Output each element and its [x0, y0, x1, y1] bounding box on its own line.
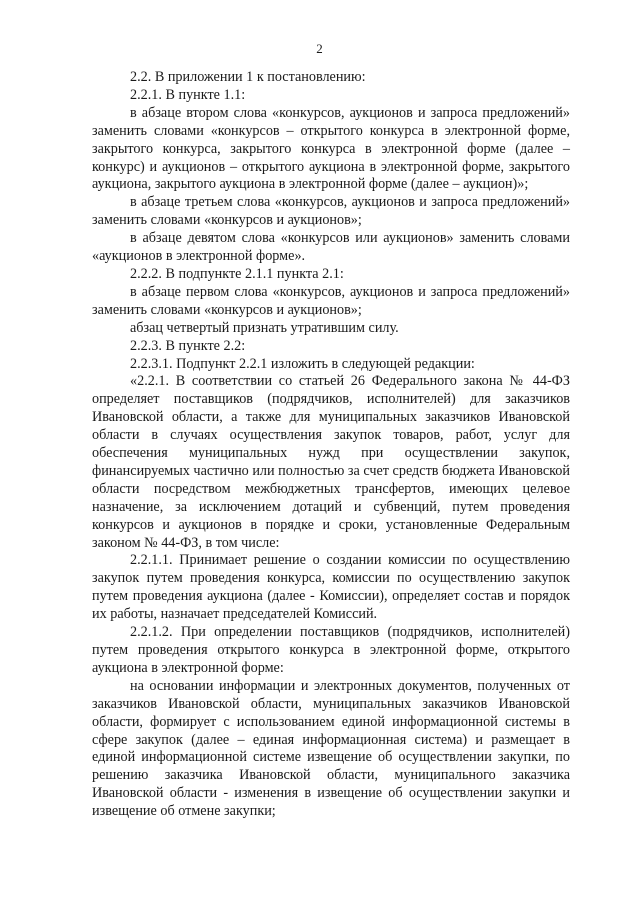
paragraph-2-2: 2.2. В приложении 1 к постановлению:	[130, 69, 366, 85]
paragraph-2-2-3: 2.2.3. В пункте 2.2:	[130, 337, 246, 354]
paragraph-2-2-3-1: 2.2.3.1. Подпункт 2.2.1 изложить в следующей редакции:	[130, 355, 475, 372]
paragraph-2-2-1-new: «2.2.1. В соответствии со статьей 26 Федерального закона № 44-ФЗ определяет поставщиков (подрядчиков, исполнителей) для заказчиков Ивановской области, а также для муниципальных заказчиков Ивановской области в случаях осуществления закупок товаров, работ, услуг для обеспечения муниципальных нужд при осуществлении закупок, финансируемых частично или полностью за счет средств бюджета Ивановской области посредством межбюджетных трансфертов, имеющих целевое назначение, за исключением дотаций и субвенций, путем проведения конкурсов и аукционов в порядке и сроки, установленные Федеральным законом № 44-ФЗ, в том числе:	[92, 373, 570, 551]
paragraph-2-2-1-1: 2.2.1.1. Принимает решение о создании комиссии по осуществлению закупок путем проведения конкурса, комиссии по осуществлению закупок путем проведения аукциона (далее - Комиссии), определяет состав и порядок их работы, назначает председателей Комиссий.	[92, 552, 570, 623]
paragraph-2-2-1-2: 2.2.1.2. При определении поставщиков (подрядчиков, исполнителей) путем проведения открытого конкурса в электронной форме, открытого аукциона в электронной форме:	[92, 624, 570, 676]
paragraph-2-2-1-abzac-9: в абзаце девятом слова «конкурсов или аукционов» заменить словами «аукционов в электронной форме».	[92, 230, 570, 265]
paragraph-2-2-2-abzac-4: абзац четвертый признать утратившим силу.	[130, 319, 399, 336]
document-body	[92, 69, 570, 821]
page-number: 2	[316, 41, 323, 56]
paragraph-2-2-2-abzac-1: в абзаце первом слова «конкурсов, аукционов и запроса предложений» заменить словами «конкурсов и аукционов»;	[92, 283, 570, 318]
paragraph-2-2-1-abzac-2: в абзаце втором слова «конкурсов, аукционов и запроса предложений» заменить словами «конкурсов – открытого конкурса в электронной форме, закрытого конкурса, закрытого конкурса в электронной форме (далее – конкурс) и аукционов – открытого аукциона в электронной форме, закрытого аукциона, закрытого аукциона в электронной форме (далее – аукцион)»;	[92, 104, 570, 193]
paragraph-2-2-2: 2.2.2. В подпункте 2.1.1 пункта 2.1:	[130, 265, 344, 282]
paragraph-2-2-1: 2.2.1. В пункте 1.1:	[130, 86, 246, 103]
paragraph-2-2-1-abzac-3: в абзаце третьем слова «конкурсов, аукционов и запроса предложений» заменить словами «конкурсов и аукционов»;	[92, 194, 570, 229]
paragraph-2-2-1-2-item: на основании информации и электронных документов, полученных от заказчиков Ивановской области, муниципальных заказчиков Ивановской области, формирует с использованием единой информационной системы в сфере закупок (далее – единая информационная система) и размещает в единой информационной системе извещение об осуществлении закупки, по решению заказчика Ивановской области, муниципального заказчика Ивановской области - изменения в извещение об осуществлении закупки и извещение об отмене закупки;	[92, 677, 570, 820]
